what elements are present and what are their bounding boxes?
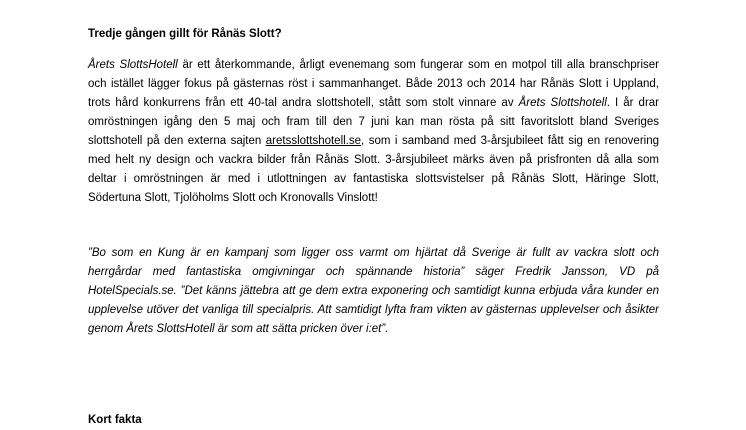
paragraph-text: . I år drar omröstningen igång den 5 maj och fram till den 7 juni kan man rösta på sitt favoritslott bland Sveriges slottshotell på den externa sajten — [88, 97, 660, 147]
paragraph-text: , som i samband med 3-årsjubileet fått sig en renovering med helt ny design och vackra bilder från Rånäs Slott. 3-årsjubileet märks även på prisfronten då alla som deltar i omröstningen är med i utlottningen av fantastiska slottsvistelser på Rånäs Slott, Häringe Slott, Södertuna Slott, Tjolöholms Slott och Kronovalls Vinslott! — [88, 135, 659, 204]
paragraph-text: är ett återkommande, årligt evenemang som fungerar som en motpol till alla branschpriser och istället lägger fokus på gästernas röst i sammanhanget. Både 2013 och 2014 har Rånäs Slott i Uppland, trots hård konkurrens från ett 40-tal andra slottshotell, stått som stolt vinnare av — [88, 59, 660, 109]
quote-paragraph: ”Bo som en Kung är en kampanj som ligger oss varmt om hjärtat då Sverige är fullt av vackra slott och herrgårdar med fantastiska omgivningar och spännande historia” säger Fredrik Jansson, VD på HotelSpecials.se. ”Det känns jättebra att ge dem extra exponering och samtidigt kunna erbjuda våra kunder en upplevelse utöver det vanliga till specialpris. Att samtidigt lyfta fram vikten av gästernas upplevelser och åsikter genom Årets SlottsHotell är som att sätta pricken över i:et”. — [88, 247, 659, 335]
brand-name-italic: Årets Slottshotell — [518, 97, 607, 109]
website-link[interactable]: aretsslottshotell.se — [265, 135, 362, 147]
brand-name-italic: Årets SlottsHotell — [88, 59, 178, 71]
paragraph-intro — [88, 56, 659, 208]
document-heading: Tredje gången gillt för Rånäs Slott? — [88, 28, 282, 40]
section-heading-partial: Kort fakta — [88, 414, 142, 426]
